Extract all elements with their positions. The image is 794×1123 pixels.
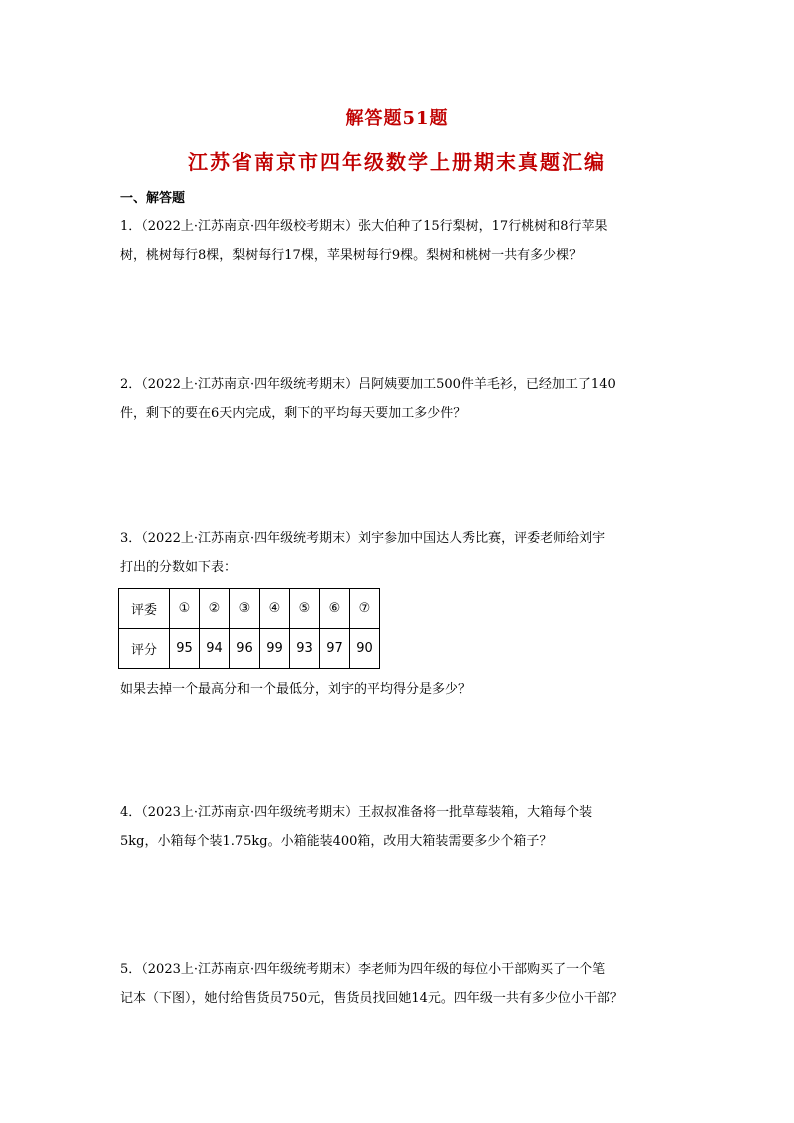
judge-cell: ④ <box>260 589 290 629</box>
judge-cell: ⑦ <box>350 589 380 629</box>
judge-cell: ⑥ <box>320 589 350 629</box>
score-table <box>118 588 380 669</box>
judge-cell: ② <box>200 589 230 629</box>
scores-row-label: 评分 <box>119 629 170 669</box>
question-4 <box>120 798 680 856</box>
question-4-line-1: 4．（2023上·江苏南京·四年级统考期末）王叔叔准备将一批草莓装箱，大箱每个装 <box>120 805 593 820</box>
score-cell: 99 <box>260 629 290 669</box>
question-3 <box>120 524 680 582</box>
question-2-line-2: 件，剩下的要在6天内完成，剩下的平均每天要加工多少件？ <box>120 406 467 421</box>
score-cell: 94 <box>200 629 230 669</box>
question-4-line-2: 5kg，小箱每个装1.75kg。小箱能装400箱，改用大箱装需要多少个箱子？ <box>120 834 553 849</box>
question-1-line-1: 1．（2022上·江苏南京·四年级校考期末）张大伯种了15行梨树，17行桃树和8行苹果 <box>120 219 608 234</box>
score-cell: 90 <box>350 629 380 669</box>
score-cell: 95 <box>170 629 200 669</box>
question-5-line-1: 5．（2023上·江苏南京·四年级统考期末）李老师为四年级的每位小干部购买了一个笔 <box>120 962 606 977</box>
question-5 <box>120 955 680 1013</box>
question-3-line-1: 3．（2022上·江苏南京·四年级统考期末）刘宇参加中国达人秀比赛，评委老师给刘宇 <box>120 531 606 546</box>
score-cell: 97 <box>320 629 350 669</box>
question-3-line-2: 打出的分数如下表： <box>120 560 238 575</box>
document-title: 解答题51题 <box>345 108 449 129</box>
judges-row <box>119 589 380 629</box>
section-heading: 一、解答题 <box>120 191 186 206</box>
judge-cell: ⑤ <box>290 589 320 629</box>
document-subtitle: 江苏省南京市四年级数学上册期末真题汇编 <box>188 150 606 174</box>
score-cell: 96 <box>230 629 260 669</box>
judges-row-label: 评委 <box>119 589 170 629</box>
judge-cell: ③ <box>230 589 260 629</box>
question-2-line-1: 2．（2022上·江苏南京·四年级统考期末）吕阿姨要加工500件羊毛衫，已经加工了140 <box>120 377 616 392</box>
question-1 <box>120 212 680 270</box>
judge-cell: ① <box>170 589 200 629</box>
question-1-line-2: 树，桃树每行8棵，梨树每行17棵，苹果树每行9棵。梨树和桃树一共有多少棵？ <box>120 248 583 263</box>
scores-row <box>119 629 380 669</box>
question-5-line-2: 记本（下图），她付给售货员750元，售货员找回她14元。四年级一共有多少位小干部？ <box>120 991 623 1006</box>
score-cell: 93 <box>290 629 320 669</box>
question-2 <box>120 370 680 428</box>
question-3-followup: 如果去掉一个最高分和一个最低分，刘宇的平均得分是多少？ <box>120 682 472 697</box>
